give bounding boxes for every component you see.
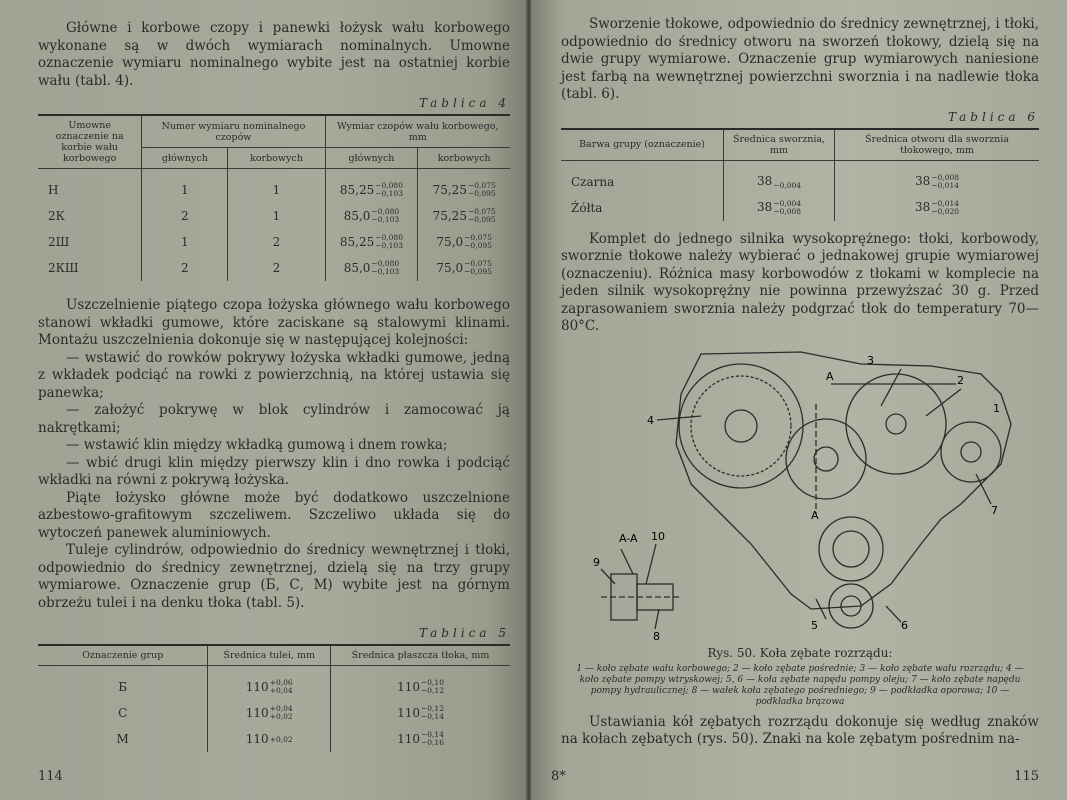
- table4-cell-main-dim: [325, 169, 418, 204]
- table4-cell-main-no: 1: [142, 229, 228, 255]
- tolerance-base: 38: [757, 200, 773, 214]
- tolerance-base: 38: [915, 200, 931, 214]
- tolerance-lower: −0,014: [931, 180, 960, 190]
- table5-row: [38, 700, 510, 726]
- table-5: [38, 644, 510, 752]
- table4-row: [38, 203, 510, 229]
- fig-label-a-bottom: A: [811, 508, 819, 522]
- table4-cell-crank-dim: [418, 255, 510, 281]
- table4-row: [38, 169, 510, 204]
- tolerance-upper: −0,080: [371, 259, 400, 268]
- tolerance-upper: +0,04: [269, 704, 293, 713]
- tolerance-base: 75,25: [432, 208, 467, 223]
- fig-label-1: 1: [993, 401, 1000, 415]
- table6-row: [561, 160, 1039, 195]
- figure-caption: Rys. 50. Koła zębate rozrządu:: [707, 645, 893, 660]
- table6-cell-bore: [835, 160, 1039, 195]
- tolerance-limits: [270, 736, 293, 744]
- tolerance-base: 110: [245, 732, 269, 746]
- tolerance-upper: −0,075: [464, 259, 492, 268]
- page-number-left: 114: [38, 769, 63, 784]
- tolerance-base: 110: [397, 705, 420, 720]
- tolerance-upper: −0,004: [773, 198, 802, 208]
- right-paragraph-1: Sworzenie tłokowe, odpowiednio do średnicy zewnętrznej, i tłoki, odpowiednio do średnicy otworu na sworzeń tłokowy, dzielą się na dwie grupy wymiarowe. Oznaczenie grup wymiarowych naniesione jest farbą na wewnętrznej powierzchni sworznia i na nadlewie tłoka (tabl. 6).: [561, 16, 1039, 102]
- tolerance-base: 75,25: [432, 182, 467, 197]
- tolerance-upper: −0,12: [420, 704, 444, 713]
- gear-2-outline: [786, 419, 866, 499]
- left-paragraph-3: Piąte łożysko główne może być dodatkowo uszczelnione azbestowo-grafitowym szczeliwem. Szczeliwo układa się do wytoczeń panewek aluminiowych.: [38, 489, 510, 541]
- table4-row: [38, 255, 510, 281]
- fig-label-6: 6: [901, 618, 908, 632]
- table4-cell-mark: 2К: [38, 203, 142, 229]
- bore-diameter: [915, 174, 959, 188]
- tolerance-limits: [421, 705, 444, 721]
- table5-row: [38, 726, 510, 752]
- fig-label-a-top: A: [826, 369, 834, 383]
- right-paragraph-2: Komplet do jednego silnika wysokoprężnego: tłoki, korbowody, sworznie tłokowe należy wybierać o jednakowej grupie wymiarowej (oznaczeniu). Różnica masy korbowodów z tłokami w komplecie na jeden silnik wysokoprężny nie powinna przewyższać 30 g. Przed zaprasowaniem sworznia należy podgrzać tłok do temperatury 70—80°C.: [561, 230, 1039, 334]
- tolerance-limits: [421, 679, 444, 695]
- left-paragraph-2: Uszczelnienie piątego czopa łożyska głównego wału korbowego stanowi wkładki gumowe, które zaciskane są stalowymi klinami. Montażu uszczelnienia dokonuje się w następującej kolejności:: [38, 297, 510, 348]
- tolerance-lower: −0,103: [371, 267, 400, 276]
- table5-cell-group: С: [38, 700, 208, 726]
- fig-label-5: 5: [811, 618, 818, 632]
- tolerance-upper: −0,075: [467, 207, 496, 216]
- table5-cell-piston: [331, 666, 510, 701]
- tolerance-limits: [371, 208, 399, 224]
- tolerance-base: 85,0: [343, 260, 371, 275]
- tolerance-upper: −0,080: [375, 181, 403, 190]
- table4-cell-crank-no: 2: [228, 229, 325, 255]
- piston-diameter: [397, 706, 444, 720]
- table5-cell-piston: [331, 700, 510, 726]
- main-journal-dimension: [344, 261, 399, 275]
- tolerance-base: 75,0: [436, 234, 464, 249]
- tolerance-limits: [371, 260, 399, 276]
- table5-row: [38, 666, 510, 701]
- liner-diameter: [246, 706, 293, 720]
- table4-cell-main-dim: [325, 203, 418, 229]
- tolerance-limits: [375, 182, 403, 198]
- tolerance-lower: −0,008: [773, 206, 802, 216]
- tolerance-lower: −0,004: [773, 180, 802, 190]
- tolerance-limits: [270, 705, 293, 721]
- pin-diameter: [757, 174, 801, 188]
- tolerance-limits: [464, 260, 492, 276]
- tolerance-limits: [773, 200, 801, 216]
- bullet-1: — wstawić do rowków pokrywy łożyska wkładki gumowe, jedną z wkładek podciąć na rowki z powierzchnią, na której ustawia się panewka;: [38, 349, 510, 401]
- table4-sub-main-dim: głównych: [325, 148, 418, 169]
- gear-3-outline: [846, 374, 946, 474]
- tolerance-base: 85,25: [339, 234, 375, 249]
- timing-gears-drawing: [561, 344, 1039, 644]
- table6-cell-pin: [724, 195, 835, 221]
- signature-mark: 8*: [551, 769, 566, 784]
- fig-label-3: 3: [867, 353, 874, 367]
- table6-header-color: Barwa grupy (oznaczenie): [561, 129, 724, 161]
- tolerance-base: 110: [245, 705, 269, 720]
- table4-row: [38, 229, 510, 255]
- tolerance-lower: −0,12: [420, 686, 444, 695]
- tolerance-base: 85,25: [339, 182, 375, 197]
- table5-cell-group: М: [38, 726, 208, 752]
- crank-journal-dimension: [433, 183, 496, 197]
- main-journal-dimension: [340, 235, 403, 249]
- tolerance-base: 85,0: [343, 208, 371, 223]
- tolerance-upper: −0,014: [931, 198, 960, 208]
- main-journal-dimension: [344, 209, 399, 223]
- fig-label-9: 9: [593, 555, 600, 569]
- section-label-aa: A-A: [619, 531, 638, 545]
- left-paragraph-1: Główne i korbowe czopy i panewki łożysk wału korbowego wykonane są w dwóch wymiarach nominalnych. Umowne oznaczenie wymiaru nominalnego wybite jest na ostatniej korbie wału (tabl. 4).: [38, 20, 510, 89]
- piston-diameter: [397, 680, 444, 694]
- tolerance-upper: −0,075: [467, 181, 496, 190]
- tolerance-lower: −0,095: [467, 215, 496, 224]
- tolerance-upper: +0,02: [269, 734, 293, 744]
- table6-cell-bore: [835, 195, 1039, 221]
- tolerance-lower: −0,103: [375, 241, 403, 250]
- gear-4-outline: [679, 364, 803, 488]
- table4-cell-main-no: 2: [142, 203, 228, 229]
- table4-cell-mark: Н: [38, 169, 142, 204]
- table4-cell-crank-dim: [418, 229, 510, 255]
- fig-label-10: 10: [651, 529, 665, 543]
- fig-label-4: 4: [647, 413, 654, 427]
- tolerance-limits: [468, 208, 496, 224]
- crank-journal-dimension: [436, 235, 491, 249]
- table-6: [561, 128, 1039, 221]
- table5-cell-liner: [208, 726, 331, 752]
- table4-header-number: Numer wymiaru nominalnego czopów: [142, 115, 325, 148]
- table5-cell-group: Б: [38, 666, 208, 701]
- tolerance-limits: [931, 200, 959, 216]
- table4-cell-crank-no: 2: [228, 255, 325, 281]
- table4-cell-crank-no: 1: [228, 203, 325, 229]
- piston-diameter: [397, 732, 444, 746]
- table4-cell-crank-dim: [418, 203, 510, 229]
- table5-cell-piston: [331, 726, 510, 752]
- table6-cell-pin: [724, 160, 835, 195]
- bullet-3: — wstawić klin między wkładką gumową i dnem rowka;: [66, 437, 448, 453]
- tolerance-lower: −0,095: [467, 189, 496, 198]
- tolerance-base: 75,0: [436, 260, 464, 275]
- tolerance-lower: −0,16: [420, 738, 444, 747]
- tolerance-limits: [931, 174, 959, 190]
- tolerance-upper: −0,080: [375, 233, 403, 242]
- fig-label-2: 2: [957, 373, 964, 387]
- liner-diameter: [246, 680, 293, 694]
- figure-50: [561, 344, 1039, 644]
- table6-title: Tablica 6: [948, 109, 1039, 124]
- fig-label-7: 7: [991, 503, 998, 517]
- tolerance-limits: [270, 679, 293, 695]
- tolerance-lower: −0,095: [464, 267, 492, 276]
- table4-header-mark: Umowne oznaczenie na korbie wału korbowego: [38, 115, 142, 169]
- table4-sub-crank-no: korbowych: [228, 148, 325, 169]
- tolerance-lower: +0,04: [269, 686, 293, 695]
- table4-cell-mark: 2КШ: [38, 255, 142, 281]
- table5-cell-liner: [208, 700, 331, 726]
- table6-cell-color: Żółta: [561, 195, 724, 221]
- table6-header-bore: Średnica otworu dla sworznia tłokowego, mm: [835, 129, 1039, 161]
- tolerance-base: 110: [245, 679, 269, 694]
- table5-header-liner: Średnica tulei, mm: [208, 645, 331, 666]
- fig-label-8: 8: [653, 629, 660, 643]
- tolerance-lower: −0,020: [931, 206, 960, 216]
- right-page: [531, 0, 1067, 800]
- tolerance-base: 38: [915, 174, 931, 188]
- table-4: [38, 114, 510, 281]
- tolerance-lower: −0,103: [371, 215, 400, 224]
- table4-cell-main-dim: [325, 229, 418, 255]
- tolerance-lower: +0,02: [269, 712, 293, 721]
- tolerance-limits: [464, 234, 492, 250]
- tolerance-base: 110: [397, 731, 420, 746]
- tolerance-upper: −0,14: [420, 730, 444, 739]
- tolerance-lower: −0,103: [375, 189, 403, 198]
- table4-header-dimension: Wymiar czopów wału korbowego, mm: [325, 115, 510, 148]
- tolerance-base: 38: [757, 174, 773, 188]
- table4-cell-main-no: 2: [142, 255, 228, 281]
- bore-diameter: [915, 200, 959, 214]
- left-paragraph-4: Tuleje cylindrów, odpowiednio do średnicy wewnętrznej i tłoki, odpowiednio do średnicy zewnętrznej, dzielą się na trzy grupy wymiarowe. Oznaczenie grup (Б, С, М) wybite jest na górnym obrzeżu tulei i na denku tłoka (tabl. 5).: [38, 542, 510, 611]
- liner-diameter: [246, 732, 293, 746]
- main-journal-dimension: [340, 183, 403, 197]
- crank-journal-dimension: [433, 209, 496, 223]
- tolerance-upper: −0,008: [931, 172, 960, 182]
- tolerance-upper: −0,075: [464, 233, 492, 242]
- table4-sub-crank-dim: korbowych: [418, 148, 510, 169]
- table5-cell-liner: [208, 666, 331, 701]
- gear-7-outline: [941, 422, 1001, 482]
- tolerance-lower: −0,095: [464, 241, 492, 250]
- table4-cell-main-dim: [325, 255, 418, 281]
- table4-cell-crank-no: 1: [228, 169, 325, 204]
- tolerance-upper: +0,06: [269, 678, 293, 687]
- tolerance-limits: [421, 731, 444, 747]
- tolerance-lower: −0,14: [420, 712, 444, 721]
- table4-sub-main-no: głównych: [142, 148, 228, 169]
- tolerance-base: 110: [397, 679, 420, 694]
- bullet-4: — wbić drugi klin między pierwszy klin i dno rowka i podciąć wkładki na równi z pokrywą łożyska.: [38, 454, 510, 488]
- tolerance-limits: [375, 234, 403, 250]
- gear-5-outline: [819, 517, 883, 581]
- table4-cell-main-no: 1: [142, 169, 228, 204]
- tolerance-upper: −0,10: [420, 678, 444, 687]
- right-paragraph-3: Ustawiania kół zębatych rozrządu dokonuje się według znaków na kołach zębatych (rys. 50). Znaki na kole zębatym pośrednim na-: [561, 713, 1039, 747]
- table6-row: [561, 195, 1039, 221]
- left-page: [0, 0, 528, 800]
- table4-cell-crank-dim: [418, 169, 510, 204]
- table4-title: Tablica 4: [419, 96, 510, 110]
- table5-title: Tablica 5: [419, 626, 510, 640]
- table5-header-piston: Średnica płaszcza tłoka, mm: [331, 645, 510, 666]
- table4-cell-mark: 2Ш: [38, 229, 142, 255]
- figure-legend: 1 — koło zębate wału korbowego; 2 — koło zębate pośrednie; 3 — koło zębate wału rozrządu; 4 — koło zębate pompy wtryskowej; 5, 6 — koła zębate napędu pompy oleju; 7 — koło zębate napędu pompy hydraulicznej; 8 — wałek koła zębatego pośredniego; 9 — podkładka oporowa; 10 — podkładka brązowa: [576, 663, 1024, 707]
- crank-journal-dimension: [436, 261, 491, 275]
- table5-header-group: Oznaczenie grup: [38, 645, 208, 666]
- pin-diameter: [757, 200, 801, 214]
- table6-cell-color: Czarna: [561, 160, 724, 195]
- table6-header-pin: Średnica sworznia, mm: [724, 129, 835, 161]
- tolerance-limits: [773, 174, 801, 190]
- bullet-2: — założyć pokrywę w blok cylindrów i zamocować ją nakrętkami;: [38, 402, 510, 436]
- tolerance-upper: −0,080: [371, 207, 400, 216]
- tolerance-limits: [468, 182, 496, 198]
- page-number-right: 115: [1014, 769, 1039, 784]
